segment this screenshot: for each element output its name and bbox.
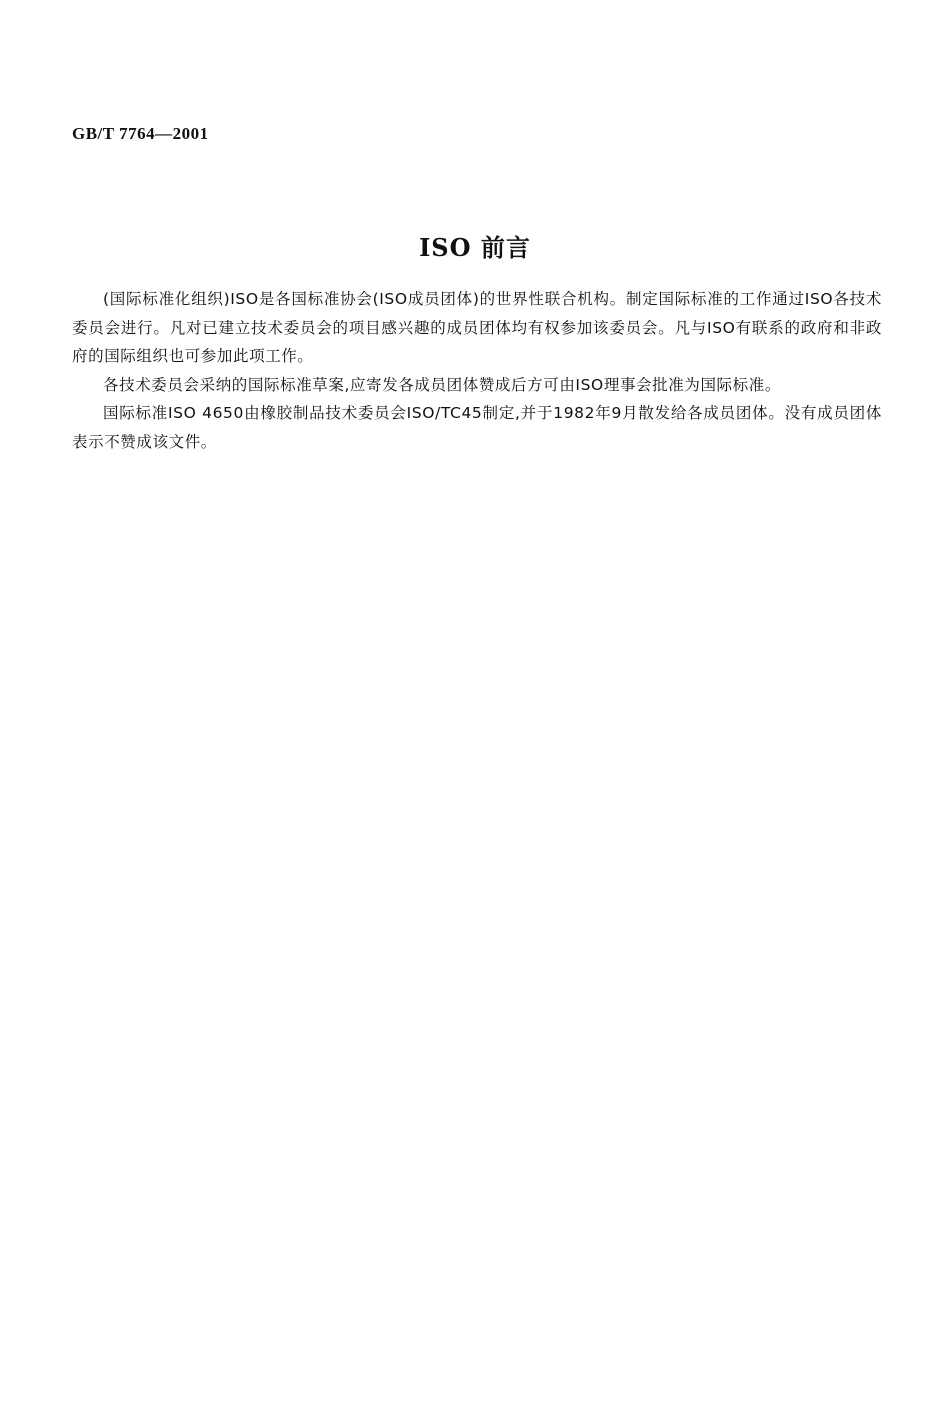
paragraph: 国际标准ISO 4650由橡胶制品技术委员会ISO/TC45制定,并于1982年9月散发给各成员团体。没有成员团体表示不赞成该文件。 [72, 404, 882, 451]
paragraph: 各技术委员会采纳的国际标准草案,应寄发各成员团体赞成后方可由ISO理事会批准为国际标准。 [103, 375, 781, 394]
document-code: GB/T 7764—2001 [72, 124, 209, 143]
paragraph: (国际标准化组织)ISO是各国标准协会(ISO成员团体)的世界性联合机构。制定国际标准的工作通过ISO各技术委员会进行。凡对已建立技术委员会的项目感兴趣的成员团体均有权参加该委员会。凡与ISO有联系的政府和非政府的国际组织也可参加此项工作。 [72, 290, 882, 365]
body-text [72, 285, 882, 456]
page-title: ISO 前言 [419, 233, 531, 262]
